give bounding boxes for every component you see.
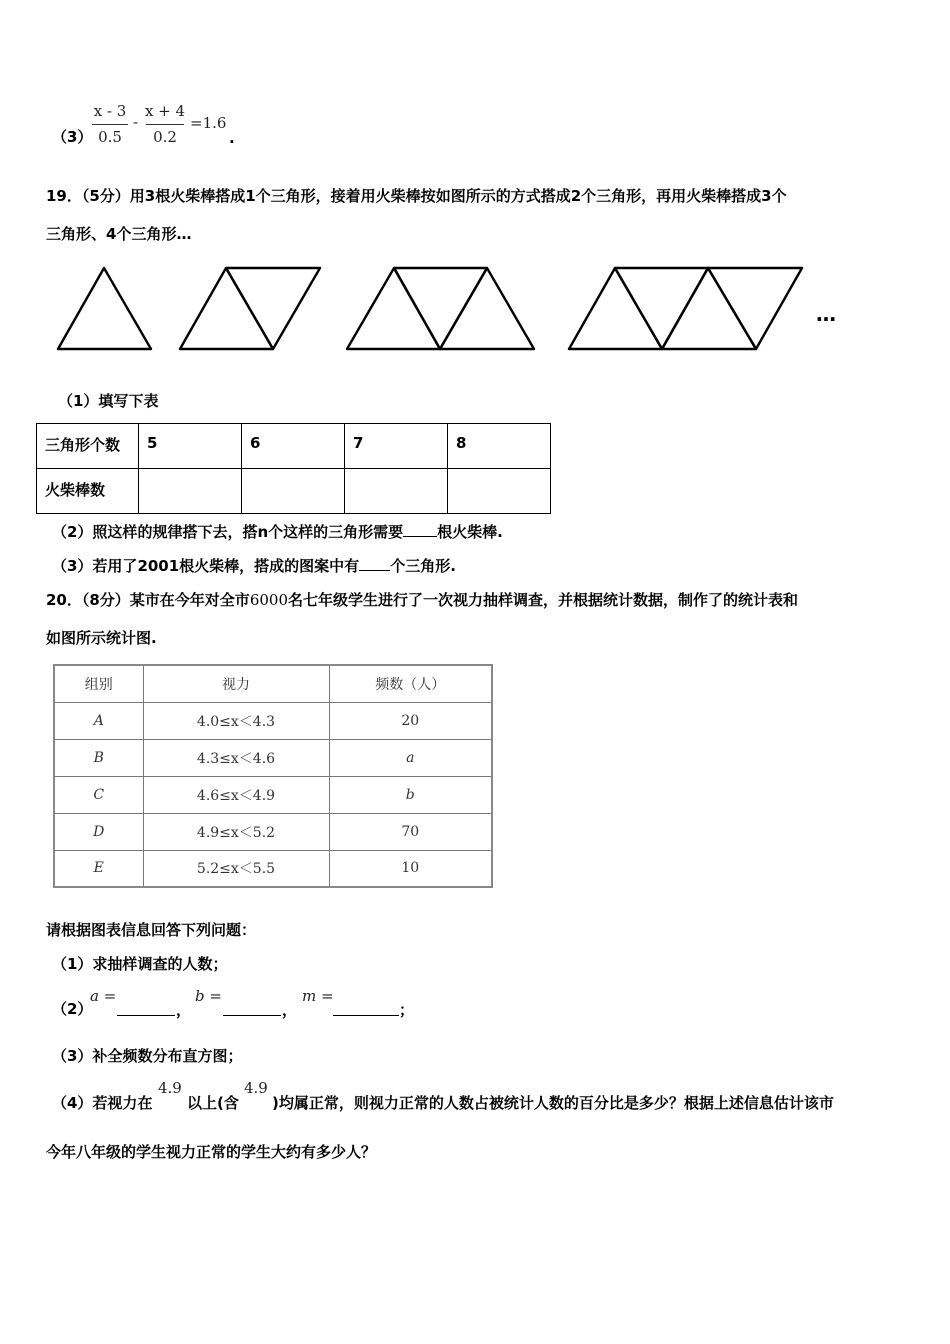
table-row <box>54 813 492 850</box>
q19-part2-text-b: 根火柴棒. <box>437 523 503 541</box>
fraction-2-numerator: x + 4 <box>144 102 186 120</box>
table-cell <box>139 469 242 514</box>
table-row-header: 三角形个数 <box>37 424 139 469</box>
table-cell: 8 <box>448 424 551 469</box>
table-cell-group: A <box>54 702 143 739</box>
answer-blank <box>359 556 390 571</box>
table-cell-range: 4.3≤x＜4.6 <box>143 739 329 776</box>
q20-part1: （1）求抽样调查的人数； <box>52 955 228 973</box>
q19-part2 <box>52 522 503 542</box>
q20-text-line1-b: 名七年级学生进行了一次视力抽样调查，并根据统计数据，制作了的统计表和 <box>288 591 799 609</box>
table-cell-freq: 20 <box>329 702 492 739</box>
table-cell-range: 4.9≤x＜5.2 <box>143 813 329 850</box>
triangle-figure-2 <box>180 268 320 349</box>
table-cell-freq: 70 <box>329 813 492 850</box>
triangle-figure-4 <box>569 268 802 349</box>
table-header-row <box>54 665 492 702</box>
table-cell-group: B <box>54 739 143 776</box>
var-a-label: a = <box>90 987 117 1005</box>
fraction-1-numerator: x - 3 <box>93 102 127 120</box>
table-cell-range: 4.6≤x＜4.9 <box>143 776 329 813</box>
table-cell-group: C <box>54 776 143 813</box>
table-cell <box>448 469 551 514</box>
triangle-figure-3 <box>347 268 534 349</box>
matchstick-table <box>36 423 551 514</box>
table-cell-range: 5.2≤x＜5.5 <box>143 850 329 887</box>
minus-sign: - <box>133 113 139 131</box>
q20-text-line2: 如图所示统计图. <box>46 629 157 647</box>
answer-blank-m <box>333 1001 399 1016</box>
answer-blank <box>403 522 437 537</box>
q20-text-line1-a: 20．（8分）某市在今年对全市 <box>46 591 250 609</box>
q20-part4-line2: 今年八年级的学生视力正常的学生大约有多少人？ <box>46 1143 377 1161</box>
q19-part3-text-a: （3）若用了2001根火柴棒，搭成的图案中有 <box>52 557 360 575</box>
fraction-1-denominator: 0.5 <box>98 128 122 146</box>
table-row <box>37 469 551 514</box>
table-row <box>54 739 492 776</box>
table-header: 频数（人） <box>329 665 492 702</box>
q20-part2-label: （2） <box>52 1000 93 1018</box>
table-header: 视力 <box>143 665 329 702</box>
table-row <box>54 776 492 813</box>
table-cell: 6 <box>242 424 345 469</box>
vision-frequency-table <box>53 664 493 888</box>
equation-rhs: =1.6 <box>190 114 227 132</box>
table-row <box>54 850 492 887</box>
q20-part4-text-a: （4）若视力在 <box>52 1094 153 1112</box>
vision-threshold-2: 4.9 <box>244 1079 268 1097</box>
table-cell: 7 <box>345 424 448 469</box>
table-row <box>37 424 551 469</box>
answer-blank-b <box>223 1001 281 1016</box>
fraction-1-bar <box>92 124 128 125</box>
separator-semicolon: ； <box>399 1001 415 1019</box>
table-cell: 5 <box>139 424 242 469</box>
triangle-figure-1 <box>58 268 151 349</box>
table-row-header: 火柴棒数 <box>37 469 139 514</box>
equation-end: . <box>229 129 235 147</box>
q20-part3: （3）补全频数分布直方图； <box>52 1047 243 1065</box>
answer-blank-a <box>117 1001 175 1016</box>
table-row <box>54 702 492 739</box>
q20-total-students: 6000 <box>249 591 288 609</box>
q19-text-line1: 19．（5分）用3根火柴棒搭成1个三角形，接着用火柴棒按如图所示的方式搭成2个三角形，再用火柴棒搭成3个 <box>46 187 787 205</box>
q18-part3-label: （3） <box>52 128 93 146</box>
var-m-label: m = <box>302 987 334 1005</box>
table-cell-range: 4.0≤x＜4.3 <box>143 702 329 739</box>
fraction-2-bar <box>146 124 184 125</box>
separator-comma: ， <box>176 1001 192 1019</box>
table-cell-freq: a <box>329 739 492 776</box>
q20-text-line1 <box>46 590 798 610</box>
table-header: 组别 <box>54 665 143 702</box>
q19-part1: （1）填写下表 <box>58 392 159 410</box>
q19-part3 <box>52 556 456 576</box>
var-b-label: b = <box>195 987 222 1005</box>
fraction-2-denominator: 0.2 <box>153 128 177 146</box>
figure-ellipsis: … <box>816 302 837 326</box>
q20-intro: 请根据图表信息回答下列问题： <box>46 921 257 939</box>
vision-threshold-1: 4.9 <box>158 1079 182 1097</box>
q19-part2-text-a: （2）照这样的规律搭下去，搭n个这样的三角形需要 <box>52 523 404 541</box>
table-cell-freq: 10 <box>329 850 492 887</box>
q19-text-line2: 三角形、4个三角形… <box>46 225 192 243</box>
table-cell <box>242 469 345 514</box>
table-cell-freq: b <box>329 776 492 813</box>
matchstick-triangles-figure <box>0 260 950 360</box>
separator-comma: ， <box>282 1001 298 1019</box>
q19-part3-text-b: 个三角形. <box>390 557 456 575</box>
table-cell-group: E <box>54 850 143 887</box>
table-cell <box>345 469 448 514</box>
q20-part4-text-b: 以上(含 <box>187 1094 239 1112</box>
q20-part4-text-c: )均属正常，则视力正常的人数占被统计人数的百分比是多少？根据上述信息估计该市 <box>272 1094 834 1112</box>
table-cell-group: D <box>54 813 143 850</box>
